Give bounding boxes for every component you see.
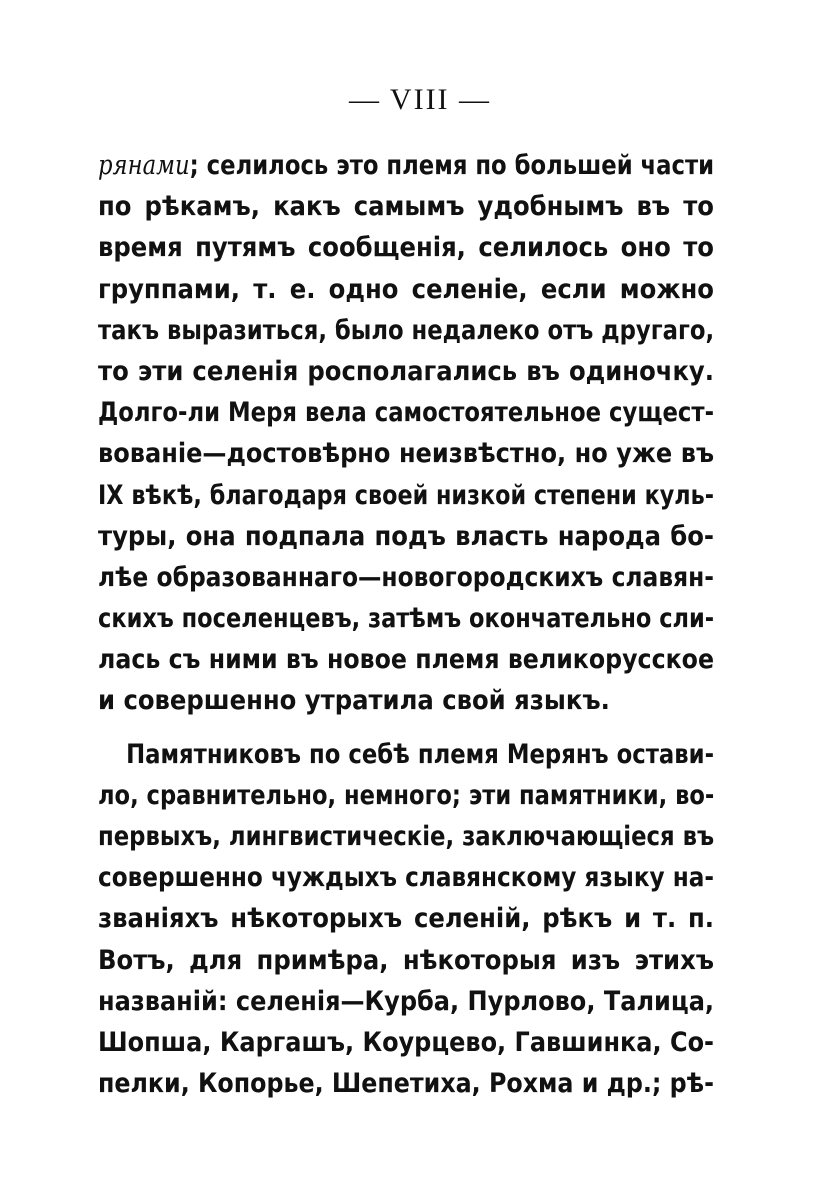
text-line: совершенно чуждыхъ славянскому языку на- xyxy=(98,862,715,894)
text-line: званіяхъ нѣкоторыхъ селеній, рѣкъ и т. п. xyxy=(98,903,714,935)
text-line: первыхъ, лингвистическіе, заключающіеся въ xyxy=(98,821,715,852)
text-line: то эти селенія росполагались въ одиночку. xyxy=(98,355,714,387)
paragraph xyxy=(98,734,714,1105)
text-line: IX вѣкѣ, благодаря своей низкой степени куль- xyxy=(98,479,714,511)
paragraph xyxy=(98,145,714,722)
page-number: — VIII — xyxy=(348,83,492,116)
text-line: по рѣкамъ, какъ самымъ удобнымъ въ то xyxy=(98,191,714,223)
text-line: такъ выразиться, было недалеко отъ другаго, xyxy=(98,314,715,346)
text-line: Памятниковъ по себѣ племя Мерянъ остави- xyxy=(126,738,715,770)
text-line: пелки, Копорье, Шепетиха, Рохма и др.; рѣ- xyxy=(98,1068,715,1100)
text-line: и совершенно утратила свой языкъ. xyxy=(98,685,610,717)
line-text: ; селилось это племя по большей части xyxy=(189,150,715,181)
text-line: Вотъ, для примѣра, нѣкоторыя изъ этихъ xyxy=(98,944,714,976)
text-line: ло, сравнительно, немного; эти памятники, во- xyxy=(98,779,715,811)
body-text xyxy=(98,145,714,1104)
text-line: время путямъ сообщенія, селилось оно то xyxy=(98,232,714,264)
text-line: скихъ поселенцевъ, затѣмъ окончательно сли- xyxy=(98,603,715,635)
text-line: лѣе образованнаго—новогородскихъ славян- xyxy=(98,561,714,593)
paragraph-gap xyxy=(98,722,714,734)
text-line: лась съ ними въ новое племя великорусское xyxy=(98,644,715,676)
text-line: туры, она подпала подъ власть народа бо- xyxy=(98,520,714,552)
text-line: вованіе—достовѣрно неизвѣстно, но уже въ xyxy=(98,438,715,470)
text-line: группами, т. е. одно селеніе, если можно xyxy=(98,273,714,305)
text-line: названій: селенія—Курба, Пурлово, Талица, xyxy=(98,985,715,1017)
italic-word: рянами xyxy=(98,150,190,181)
text-line xyxy=(98,145,714,186)
text-line: Долго-ли Меря вела самостоятельное сущест- xyxy=(98,397,715,429)
text-line: Шопша, Каргашъ, Коурцево, Гавшинка, Со- xyxy=(98,1026,715,1058)
